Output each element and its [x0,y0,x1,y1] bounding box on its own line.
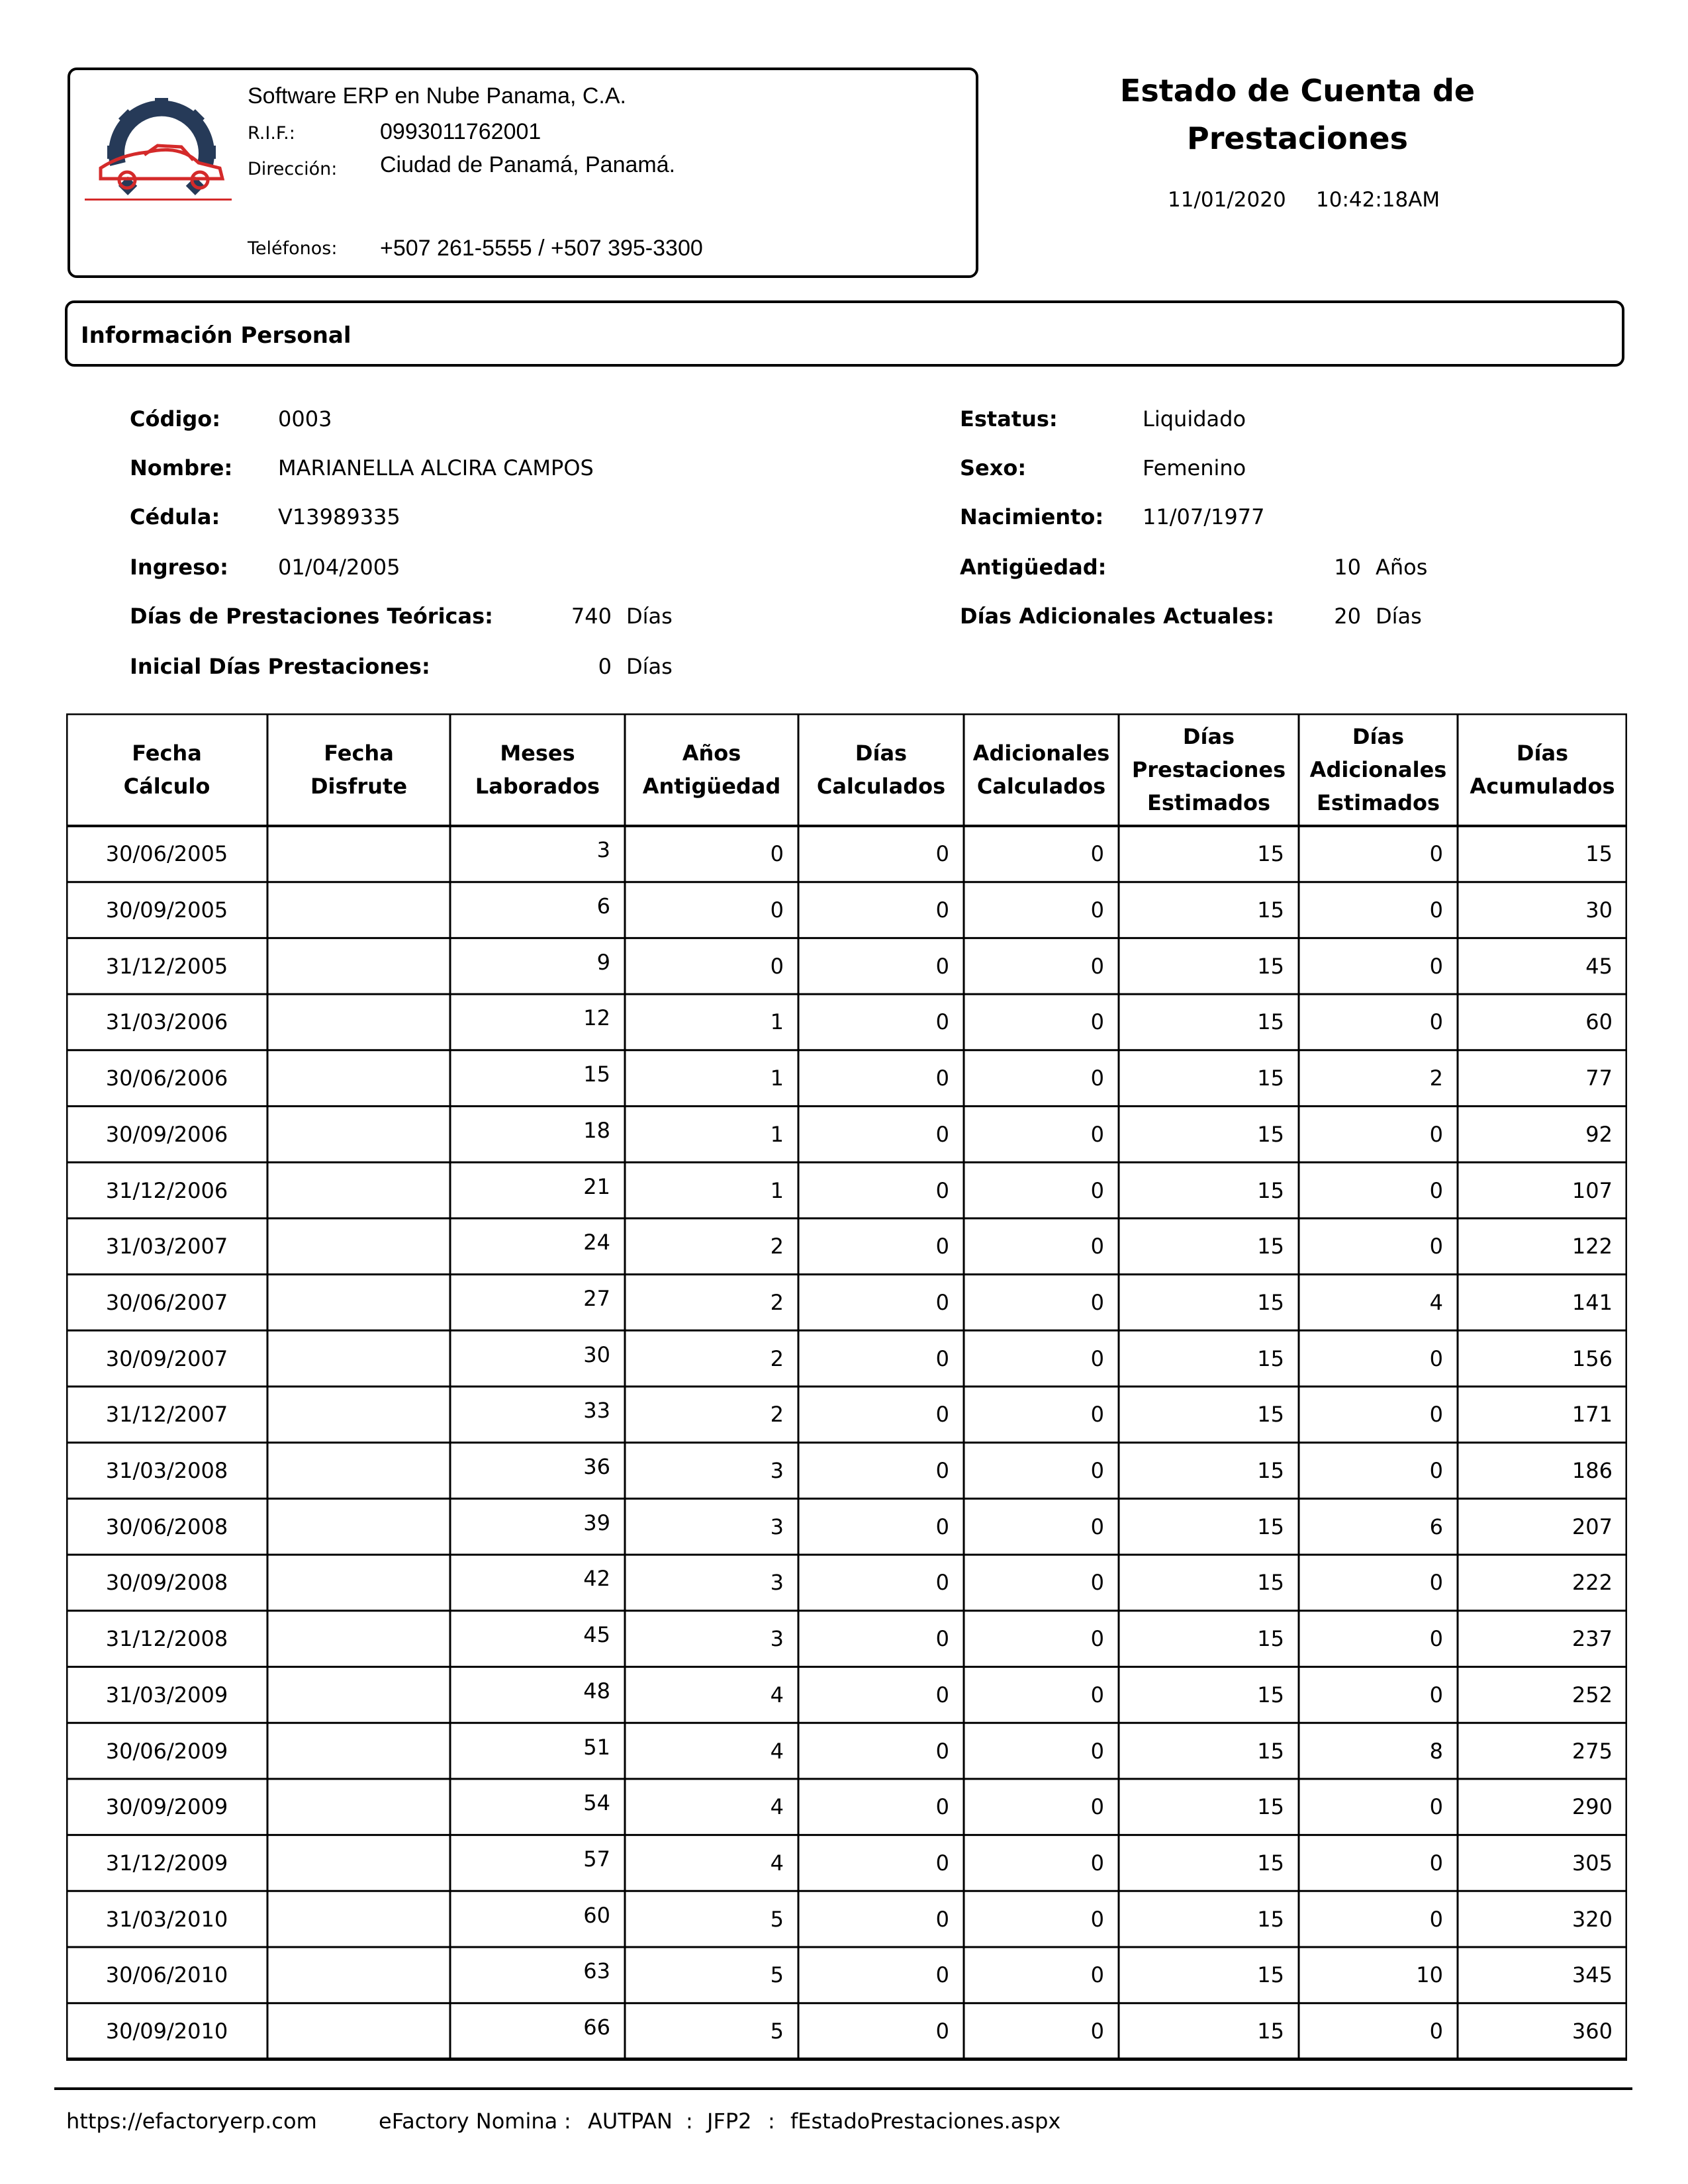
cell-dias-acumulados: 171 [1571,1402,1613,1428]
cell-adicionales-calculados: 0 [1090,1066,1104,1091]
cell-anos-antiguedad: 0 [770,897,784,923]
cell-dias-acumulados: 141 [1571,1289,1613,1315]
cell-adicionales-calculados: 0 [1090,1794,1104,1820]
cell-dias-adicionales-estimados: 0 [1429,1682,1443,1707]
cell-dias-adicionales-estimados: 0 [1429,1570,1443,1596]
cell-meses-laborados: 9 [596,949,610,975]
cell-fecha-disfrute [267,1177,436,1204]
cell-dias-calculados: 0 [935,1514,949,1539]
antiguedad-unit: Años [1376,555,1428,580]
cell-dias-adicionales-estimados: 0 [1429,1345,1443,1371]
cell-meses-laborados: 18 [583,1117,610,1143]
cell-dias-calculados: 0 [935,2019,949,2044]
cell-adicionales-calculados: 0 [1090,1121,1104,1147]
cell-fecha-disfrute [267,1457,436,1484]
company-name: Software ERP en Nube Panama, C.A. [248,83,627,109]
column-header-line: Cálculo [123,774,211,799]
footer-code-2: JFP2 [707,2109,752,2134]
cell-dias-adicionales-estimados: 0 [1429,1009,1443,1035]
cell-dias-prestaciones-estimados: 15 [1257,1906,1284,1932]
cell-adicionales-calculados: 0 [1090,1458,1104,1484]
nombre-value: MARIANELLA ALCIRA CAMPOS [278,455,594,480]
cell-dias-calculados: 0 [935,1177,949,1203]
cell-dias-acumulados: 107 [1571,1177,1613,1203]
address-label: Dirección: [248,159,338,179]
cell-fecha-calculo: 30/06/2009 [105,1738,228,1764]
cell-fecha-calculo: 30/06/2005 [105,841,228,867]
cell-fecha-disfrute [267,1514,436,1540]
cell-meses-laborados: 60 [583,1902,610,1928]
cell-dias-adicionales-estimados: 10 [1416,1962,1443,1988]
cell-dias-acumulados: 45 [1585,953,1613,979]
cell-dias-adicionales-estimados: 0 [1429,1177,1443,1203]
cell-dias-calculados: 0 [935,953,949,979]
cell-meses-laborados: 3 [596,837,610,863]
cell-dias-prestaciones-estimados: 15 [1257,1289,1284,1315]
cell-anos-antiguedad: 2 [770,1345,784,1371]
cell-dias-acumulados: 122 [1571,1234,1613,1259]
cell-dias-calculados: 0 [935,1850,949,1876]
cell-dias-calculados: 0 [935,1345,949,1371]
cell-anos-antiguedad: 2 [770,1289,784,1315]
cell-fecha-disfrute [267,1009,436,1035]
cell-fecha-disfrute [267,1569,436,1596]
cell-adicionales-calculados: 0 [1090,1570,1104,1596]
cell-anos-antiguedad: 4 [770,1850,784,1876]
cell-fecha-calculo: 31/03/2007 [105,1234,228,1259]
sexo-value: Femenino [1143,455,1246,480]
column-header-dias-prestaciones-estimados [1119,720,1299,819]
cell-dias-adicionales-estimados: 0 [1429,2019,1443,2044]
cell-fecha-calculo: 31/12/2005 [105,953,228,979]
cell-fecha-calculo: 30/09/2008 [105,1570,228,1596]
gear-car-logo-icon [81,94,234,214]
cell-adicionales-calculados: 0 [1090,841,1104,867]
document-time: 10:42:18AM [1316,188,1440,212]
cell-dias-calculados: 0 [935,1626,949,1652]
cell-dias-prestaciones-estimados: 15 [1257,1121,1284,1147]
cell-dias-calculados: 0 [935,1906,949,1932]
column-header-line: Días [1182,724,1235,749]
ingreso-label: Ingreso: [130,555,228,580]
cell-anos-antiguedad: 2 [770,1402,784,1428]
cell-dias-adicionales-estimados: 2 [1429,1066,1443,1091]
cell-anos-antiguedad: 3 [770,1570,784,1596]
document-title-line1: Estado de Cuenta de [1119,73,1476,109]
cell-dias-calculados: 0 [935,897,949,923]
cell-dias-calculados: 0 [935,1402,949,1428]
cell-fecha-calculo: 31/03/2010 [105,1906,228,1932]
cell-dias-adicionales-estimados: 4 [1429,1289,1443,1315]
cell-dias-acumulados: 320 [1571,1906,1613,1932]
cell-dias-adicionales-estimados: 0 [1429,1458,1443,1484]
phone-value: +507 261-5555 / +507 395-3300 [380,236,703,261]
column-header-line: Estimados [1316,790,1440,815]
estatus-value: Liquidado [1143,406,1246,432]
cell-anos-antiguedad: 5 [770,1906,784,1932]
column-header-line: Días [855,741,908,766]
cell-dias-adicionales-estimados: 0 [1429,1906,1443,1932]
cell-fecha-disfrute [267,1233,436,1259]
cell-fecha-disfrute [267,1121,436,1148]
cell-dias-calculados: 0 [935,1289,949,1315]
column-header-line: Estimados [1147,790,1271,815]
column-header-line: Laborados [475,774,600,799]
cell-fecha-disfrute [267,841,436,867]
column-header-line: Acumulados [1470,774,1615,799]
cell-dias-acumulados: 290 [1571,1794,1613,1820]
footer-page: fEstadoPrestaciones.aspx [790,2109,1061,2134]
cell-adicionales-calculados: 0 [1090,2019,1104,2044]
cell-meses-laborados: 39 [583,1510,610,1535]
cell-dias-calculados: 0 [935,1738,949,1764]
nacimiento-label: Nacimiento: [960,504,1104,529]
cell-anos-antiguedad: 3 [770,1458,784,1484]
cell-adicionales-calculados: 0 [1090,1289,1104,1315]
cell-meses-laborados: 57 [583,1846,610,1872]
adicionales-label: Días Adicionales Actuales: [960,604,1275,629]
cell-dias-calculados: 0 [935,1794,949,1820]
cell-fecha-calculo: 30/06/2006 [105,1066,228,1091]
ingreso-value: 01/04/2005 [278,555,400,580]
cell-dias-adicionales-estimados: 0 [1429,897,1443,923]
cell-adicionales-calculados: 0 [1090,1514,1104,1539]
cell-anos-antiguedad: 3 [770,1626,784,1652]
cell-fecha-calculo: 30/06/2007 [105,1289,228,1315]
column-header-adicionales-calculados [964,737,1119,803]
cell-anos-antiguedad: 3 [770,1514,784,1539]
cell-anos-antiguedad: 0 [770,841,784,867]
cell-dias-acumulados: 207 [1571,1514,1613,1539]
cell-dias-acumulados: 275 [1571,1738,1613,1764]
cell-dias-calculados: 0 [935,1066,949,1091]
cell-dias-adicionales-estimados: 0 [1429,1626,1443,1652]
cell-fecha-calculo: 31/03/2008 [105,1458,228,1484]
cell-meses-laborados: 63 [583,1958,610,1984]
estatus-label: Estatus: [960,406,1058,432]
cell-fecha-calculo: 30/09/2005 [105,897,228,923]
cell-dias-prestaciones-estimados: 15 [1257,1066,1284,1091]
cell-fecha-disfrute [267,1738,436,1764]
cell-dias-adicionales-estimados: 0 [1429,1794,1443,1820]
nacimiento-value: 11/07/1977 [1143,504,1265,529]
cell-dias-prestaciones-estimados: 15 [1257,1009,1284,1035]
cell-fecha-disfrute [267,1625,436,1652]
cell-dias-adicionales-estimados: 0 [1429,1850,1443,1876]
cell-fecha-disfrute [267,897,436,923]
cell-fecha-disfrute [267,1962,436,1988]
cell-adicionales-calculados: 0 [1090,1962,1104,1988]
cell-dias-acumulados: 345 [1571,1962,1613,1988]
cell-dias-adicionales-estimados: 0 [1429,1402,1443,1428]
column-header-line: Calculados [976,774,1106,799]
cell-fecha-calculo: 31/03/2006 [105,1009,228,1035]
cell-fecha-calculo: 31/12/2007 [105,1402,228,1428]
cell-dias-acumulados: 305 [1571,1850,1613,1876]
cell-dias-acumulados: 77 [1585,1066,1613,1091]
cedula-label: Cédula: [130,504,220,529]
footer-separator: : [686,2109,693,2134]
adicionales-value: 20 [1334,604,1361,629]
cell-anos-antiguedad: 2 [770,1234,784,1259]
inicial-unit: Días [626,654,673,679]
cell-fecha-disfrute [267,1794,436,1820]
document-date: 11/01/2020 [1168,188,1286,212]
column-header-line: Antigüedad [642,774,781,799]
footer-separator: : [768,2109,775,2134]
column-header-line: Años [682,741,741,766]
column-header-fecha-calculo [66,737,267,803]
cell-anos-antiguedad: 4 [770,1682,784,1707]
codigo-value: 0003 [278,406,332,432]
cell-dias-adicionales-estimados: 6 [1429,1514,1443,1539]
cell-dias-prestaciones-estimados: 15 [1257,1794,1284,1820]
cell-fecha-calculo: 30/09/2010 [105,2019,228,2044]
cell-adicionales-calculados: 0 [1090,1906,1104,1932]
rif-label: R.I.F.: [248,123,295,144]
cell-adicionales-calculados: 0 [1090,1177,1104,1203]
cell-dias-calculados: 0 [935,1121,949,1147]
inicial-value: 0 [598,654,612,679]
footer-code-1: AUTPAN [588,2109,673,2134]
cell-dias-prestaciones-estimados: 15 [1257,1570,1284,1596]
dias-teoricas-label: Días de Prestaciones Teóricas: [130,604,493,629]
cell-dias-calculados: 0 [935,1234,949,1259]
cell-dias-adicionales-estimados: 0 [1429,1121,1443,1147]
cell-meses-laborados: 42 [583,1566,610,1592]
cell-dias-acumulados: 237 [1571,1626,1613,1652]
dias-teoricas-unit: Días [626,604,673,629]
cell-dias-acumulados: 92 [1585,1121,1613,1147]
cell-meses-laborados: 6 [596,893,610,919]
cell-meses-laborados: 51 [583,1734,610,1760]
cell-dias-acumulados: 252 [1571,1682,1613,1707]
cell-fecha-calculo: 30/09/2006 [105,1121,228,1147]
cell-dias-prestaciones-estimados: 15 [1257,2019,1284,2044]
column-header-line: Prestaciones [1131,757,1286,782]
column-header-dias-adicionales-estimados [1299,720,1458,819]
cell-meses-laborados: 33 [583,1398,610,1424]
cell-dias-calculados: 0 [935,841,949,867]
cell-dias-prestaciones-estimados: 15 [1257,1626,1284,1652]
adicionales-unit: Días [1376,604,1422,629]
column-header-line: Fecha [132,741,202,766]
cell-dias-prestaciones-estimados: 15 [1257,1402,1284,1428]
cell-anos-antiguedad: 1 [770,1121,784,1147]
footer-separator: : [564,2109,571,2134]
column-header-line: Fecha [324,741,394,766]
cell-fecha-disfrute [267,1850,436,1876]
cell-meses-laborados: 45 [583,1622,610,1648]
antiguedad-label: Antigüedad: [960,555,1107,580]
section-title: Información Personal [81,322,352,349]
cell-fecha-calculo: 31/12/2008 [105,1626,228,1652]
cell-fecha-calculo: 30/09/2007 [105,1345,228,1371]
cell-fecha-disfrute [267,1289,436,1316]
cell-adicionales-calculados: 0 [1090,1345,1104,1371]
column-header-line: Disfrute [310,774,408,799]
cell-fecha-calculo: 31/12/2006 [105,1177,228,1203]
cell-adicionales-calculados: 0 [1090,1009,1104,1035]
cell-dias-acumulados: 186 [1571,1458,1613,1484]
sexo-label: Sexo: [960,455,1027,480]
cell-anos-antiguedad: 1 [770,1066,784,1091]
cell-fecha-calculo: 31/12/2009 [105,1850,228,1876]
cell-fecha-disfrute [267,1401,436,1428]
column-header-line: Días [1352,724,1405,749]
nombre-label: Nombre: [130,455,233,480]
cell-dias-acumulados: 222 [1571,1570,1613,1596]
column-header-line: Días [1516,741,1569,766]
cell-dias-adicionales-estimados: 0 [1429,953,1443,979]
cell-dias-acumulados: 360 [1571,2019,1613,2044]
cell-adicionales-calculados: 0 [1090,1402,1104,1428]
cell-anos-antiguedad: 1 [770,1009,784,1035]
address-value: Ciudad de Panamá, Panamá. [380,152,676,177]
cell-adicionales-calculados: 0 [1090,1738,1104,1764]
cell-meses-laborados: 12 [583,1005,610,1031]
column-header-fecha-disfrute [267,737,450,803]
footer-app: eFactory Nomina [379,2109,558,2134]
document-title-line2: Prestaciones [1187,120,1408,156]
cell-adicionales-calculados: 0 [1090,897,1104,923]
antiguedad-value: 10 [1334,555,1361,580]
cell-fecha-calculo: 30/06/2010 [105,1962,228,1988]
cell-meses-laborados: 15 [583,1062,610,1087]
cell-dias-acumulados: 30 [1585,897,1613,923]
rif-value: 0993011762001 [380,119,541,144]
column-header-dias-acumulados [1458,737,1627,803]
cell-anos-antiguedad: 4 [770,1738,784,1764]
cell-fecha-disfrute [267,953,436,979]
cell-meses-laborados: 27 [583,1285,610,1311]
cell-adicionales-calculados: 0 [1090,1850,1104,1876]
footer-divider [54,2087,1632,2090]
cell-adicionales-calculados: 0 [1090,953,1104,979]
column-header-line: Calculados [816,774,946,799]
cell-dias-prestaciones-estimados: 15 [1257,1962,1284,1988]
inicial-label: Inicial Días Prestaciones: [130,654,430,679]
cell-fecha-calculo: 30/09/2009 [105,1794,228,1820]
dias-teoricas-value: 740 [571,604,612,629]
cell-adicionales-calculados: 0 [1090,1234,1104,1259]
cell-meses-laborados: 66 [583,2015,610,2040]
footer-url: https://efactoryerp.com [66,2109,317,2134]
column-header-dias-calculados [798,737,964,803]
cell-dias-prestaciones-estimados: 15 [1257,1458,1284,1484]
cell-dias-prestaciones-estimados: 15 [1257,1514,1284,1539]
cell-dias-calculados: 0 [935,1570,949,1596]
cell-dias-prestaciones-estimados: 15 [1257,953,1284,979]
cell-fecha-calculo: 30/06/2008 [105,1514,228,1539]
cell-meses-laborados: 30 [583,1342,610,1367]
cell-dias-calculados: 0 [935,1962,949,1988]
cell-dias-prestaciones-estimados: 15 [1257,1738,1284,1764]
codigo-label: Código: [130,406,221,432]
cell-anos-antiguedad: 4 [770,1794,784,1820]
cell-anos-antiguedad: 5 [770,2019,784,2044]
cell-fecha-calculo: 31/03/2009 [105,1682,228,1707]
cell-meses-laborados: 36 [583,1454,610,1480]
column-header-line: Meses [500,741,575,766]
cell-dias-acumulados: 156 [1571,1345,1613,1371]
cedula-value: V13989335 [278,504,400,529]
cell-dias-prestaciones-estimados: 15 [1257,1345,1284,1371]
cell-meses-laborados: 48 [583,1678,610,1704]
cell-fecha-disfrute [267,2018,436,2044]
cell-dias-adicionales-estimados: 8 [1429,1738,1443,1764]
cell-dias-prestaciones-estimados: 15 [1257,1850,1284,1876]
cell-dias-acumulados: 15 [1585,841,1613,867]
cell-dias-prestaciones-estimados: 15 [1257,1234,1284,1259]
cell-dias-calculados: 0 [935,1009,949,1035]
cell-fecha-disfrute [267,1906,436,1933]
cell-dias-adicionales-estimados: 0 [1429,841,1443,867]
column-header-line: Adicionales [1309,757,1447,782]
cell-fecha-disfrute [267,1065,436,1091]
cell-dias-prestaciones-estimados: 15 [1257,897,1284,923]
cell-meses-laborados: 24 [583,1230,610,1255]
column-header-meses-laborados [450,737,625,803]
cell-dias-calculados: 0 [935,1458,949,1484]
column-header-line: Adicionales [972,741,1110,766]
column-header-anos-antiguedad [625,737,798,803]
cell-fecha-disfrute [267,1345,436,1372]
cell-meses-laborados: 21 [583,1173,610,1199]
cell-dias-acumulados: 60 [1585,1009,1613,1035]
cell-anos-antiguedad: 0 [770,953,784,979]
phone-label: Teléfonos: [248,238,338,259]
cell-dias-calculados: 0 [935,1682,949,1707]
cell-dias-prestaciones-estimados: 15 [1257,1177,1284,1203]
cell-meses-laborados: 54 [583,1790,610,1816]
cell-dias-prestaciones-estimados: 15 [1257,1682,1284,1707]
cell-fecha-disfrute [267,1682,436,1708]
cell-adicionales-calculados: 0 [1090,1626,1104,1652]
cell-anos-antiguedad: 1 [770,1177,784,1203]
cell-dias-prestaciones-estimados: 15 [1257,841,1284,867]
cell-dias-adicionales-estimados: 0 [1429,1234,1443,1259]
cell-anos-antiguedad: 5 [770,1962,784,1988]
cell-adicionales-calculados: 0 [1090,1682,1104,1707]
